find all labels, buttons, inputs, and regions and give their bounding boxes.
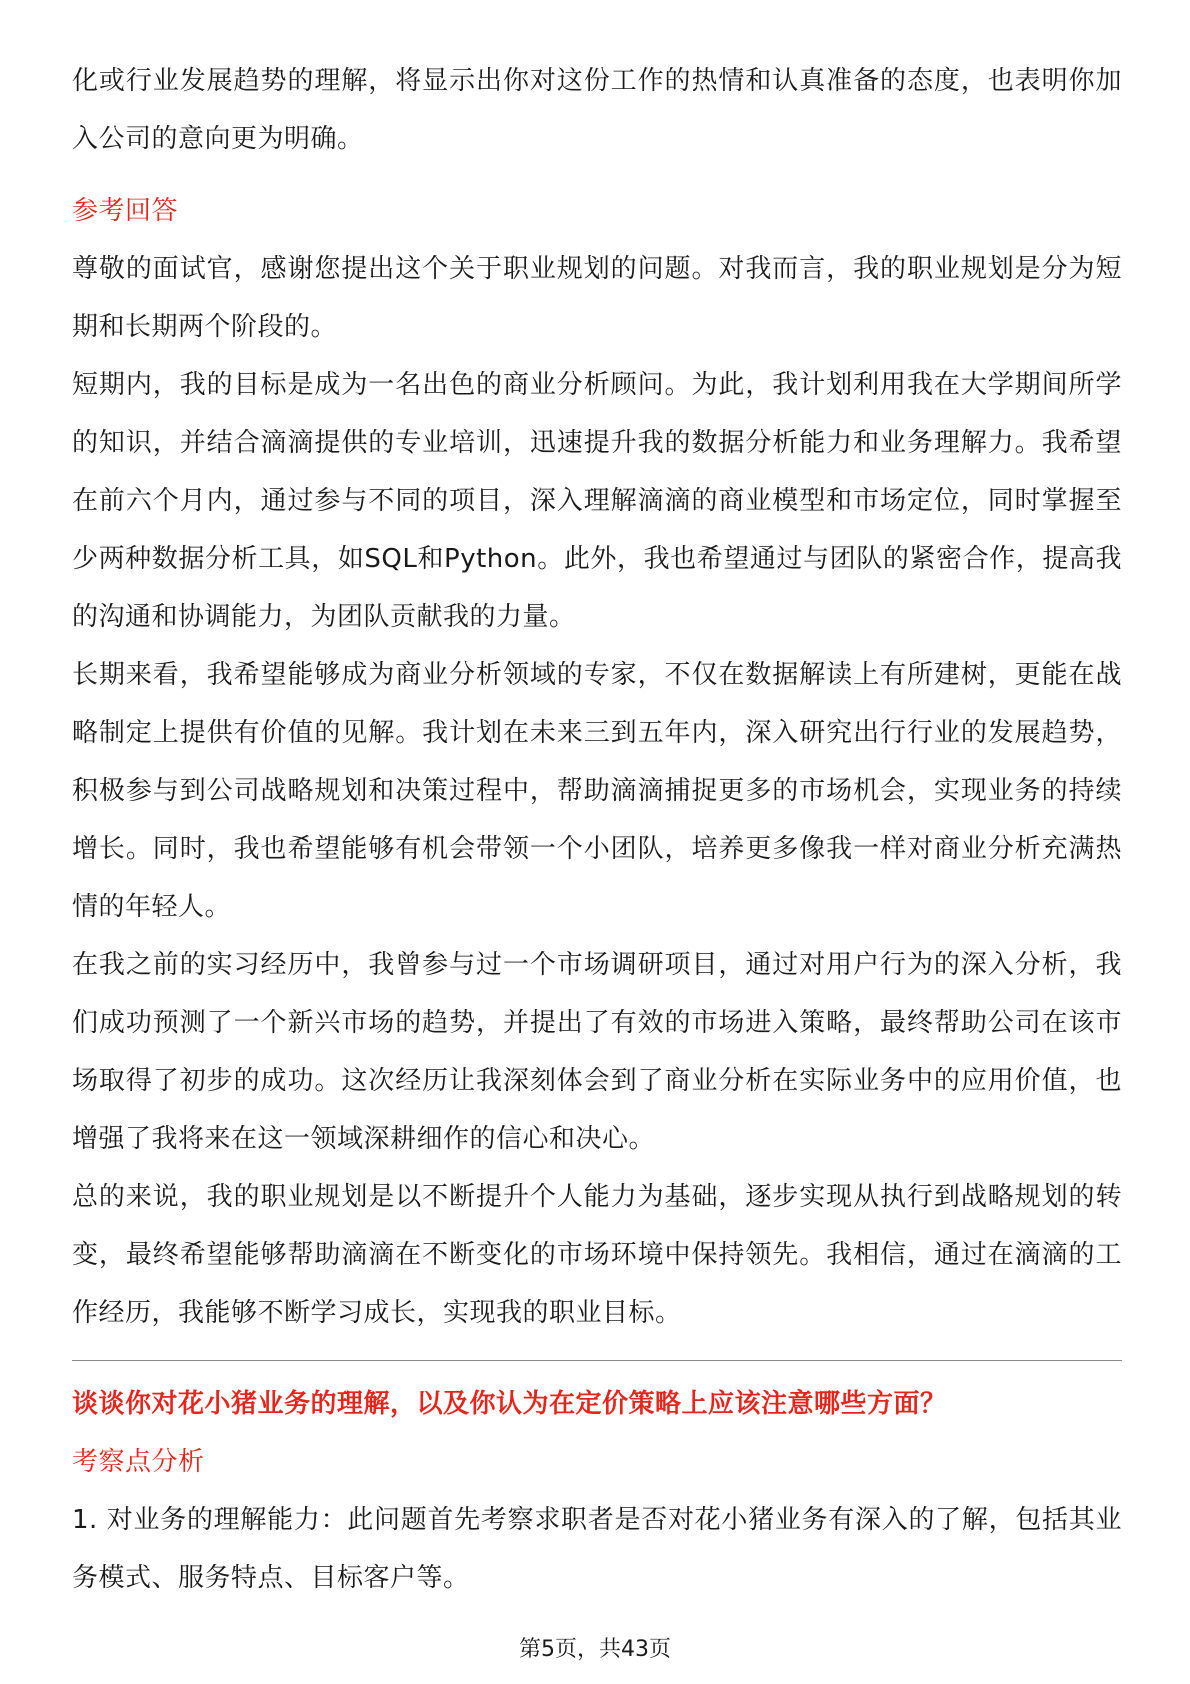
answer-paragraph: 在我之前的实习经历中，我曾参与过一个市场调研项目，通过对用户行为的深入分析，我们成功预测了一个新兴市场的趋势，并提出了有效的市场进入策略，最终帮助公司在该市场取得了初步的成功。这次经历让我深刻体会到了商业分析在实际业务中的应用价值，也增强了我将来在这一领域深耕细作的信心和决心。 bbox=[72, 950, 1122, 1154]
answer-paragraph: 尊敬的面试官，感谢您提出这个关于职业规划的问题。对我而言，我的职业规划是分为短期和长期两个阶段的。 bbox=[72, 254, 1122, 342]
answer-paragraph: 总的来说，我的职业规划是以不断提升个人能力为基础，逐步实现从执行到战略规划的转变，最终希望能够帮助滴滴在不断变化的市场环境中保持领先。我相信，通过在滴滴的工作经历，我能够不断学习成长，实现我的职业目标。 bbox=[72, 1182, 1122, 1328]
previous-answer-tail: 化或行业发展趋势的理解，将显示出你对这份工作的热情和认真准备的态度，也表明你加入公司的意向更为明确。 bbox=[72, 66, 1122, 154]
page-content bbox=[72, 52, 1122, 1607]
answer-paragraph: 短期内，我的目标是成为一名出色的商业分析顾问。为此，我计划利用我在大学期间所学的知识，并结合滴滴提供的专业培训，迅速提升我的数据分析能力和业务理解力。我希望在前六个月内，通过参与不同的项目，深入理解滴滴的商业模型和市场定位，同时掌握至少两种数据分析工具，如SQL和Python。此外，我也希望通过与团队的紧密合作，提高我的沟通和协调能力，为团队贡献我的力量。 bbox=[72, 370, 1122, 632]
page-number: 第5页，共43页 bbox=[519, 1637, 671, 1662]
analysis-heading: 考察点分析 bbox=[72, 1447, 205, 1477]
answer-paragraph: 长期来看，我希望能够成为商业分析领域的专家，不仅在数据解读上有所建树，更能在战略制定上提供有价值的见解。我计划在未来三到五年内，深入研究出行行业的发展趋势，积极参与到公司战略规划和决策过程中，帮助滴滴捕捉更多的市场机会，实现业务的持续增长。同时，我也希望能够有机会带领一个小团队，培养更多像我一样对商业分析充满热情的年轻人。 bbox=[72, 660, 1122, 922]
analysis-point: 1. 对业务的理解能力：此问题首先考察求职者是否对花小猪业务有深入的了解，包括其业务模式、服务特点、目标客户等。 bbox=[72, 1505, 1122, 1593]
reference-answer-heading: 参考回答 bbox=[72, 196, 179, 226]
interview-question: 谈谈你对花小猪业务的理解，以及你认为在定价策略上应该注意哪些方面？ bbox=[72, 1389, 947, 1419]
section-divider bbox=[72, 1360, 1122, 1361]
